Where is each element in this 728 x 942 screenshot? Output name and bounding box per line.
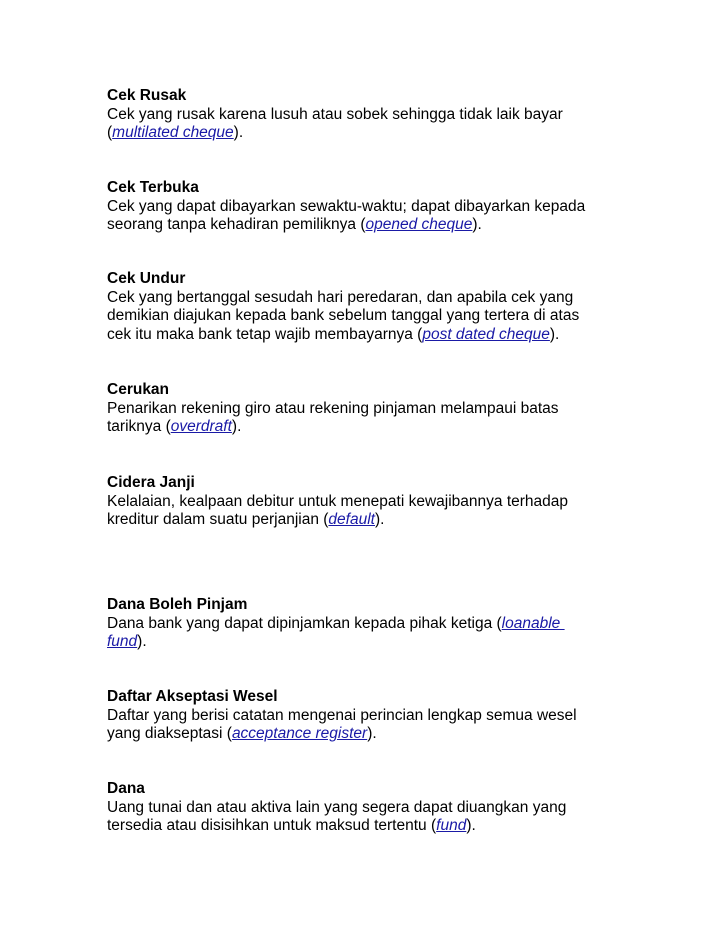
english-term-link[interactable]: overdraft — [170, 418, 232, 436]
definition-text: ). — [233, 124, 244, 142]
definition-line — [107, 124, 707, 143]
glossary-entry — [107, 688, 707, 744]
entry-definition — [107, 400, 707, 437]
entry-definition — [107, 106, 707, 143]
english-term-link[interactable]: fund — [107, 633, 138, 651]
entry-term: Cek Terbuka — [107, 179, 199, 196]
definition-text: yang diakseptasi ( — [107, 725, 232, 743]
definition-line — [107, 400, 707, 419]
definition-text: tersedia atau disisihkan untuk maksud tertentu ( — [107, 817, 437, 835]
definition-text: tariknya ( — [107, 418, 171, 436]
definition-line — [107, 216, 707, 235]
english-term-link[interactable]: opened cheque — [365, 216, 473, 234]
definition-text: Dana bank yang dapat dipinjamkan kepada pihak ketiga ( — [107, 614, 502, 632]
entry-definition — [107, 198, 707, 235]
entry-term: Dana Boleh Pinjam — [107, 596, 248, 613]
english-term-link[interactable]: fund — [436, 817, 467, 835]
definition-text: ). — [231, 418, 242, 436]
english-term-link[interactable]: multilated cheque — [112, 124, 234, 142]
definition-text: Kelalaian, kealpaan debitur untuk menepati kewajibannya terhadap — [107, 492, 569, 510]
definition-line — [107, 289, 707, 308]
definition-text: Penarikan rekening giro atau rekening pinjaman melampaui batas — [107, 399, 559, 417]
definition-line — [107, 615, 707, 634]
definition-line — [107, 198, 707, 217]
definition-line — [107, 307, 707, 326]
definition-line — [107, 493, 707, 512]
definition-text: ). — [137, 633, 147, 651]
entry-term: Cidera Janji — [107, 474, 195, 491]
definition-text: demikian diajukan kepada bank sebelum tanggal yang tertera di atas — [107, 307, 580, 325]
entry-term: Cek Undur — [107, 270, 186, 287]
entry-term: Cerukan — [107, 381, 170, 398]
definition-line — [107, 633, 707, 652]
definition-line — [107, 418, 707, 437]
definition-text: kreditur dalam suatu perjanjian ( — [107, 511, 329, 529]
entry-definition — [107, 493, 707, 530]
glossary-entry — [107, 270, 707, 344]
entry-definition — [107, 799, 707, 836]
definition-line — [107, 326, 707, 345]
definition-line — [107, 106, 707, 125]
definition-text: Cek yang bertanggal sesudah hari peredaran, dan apabila cek yang — [107, 288, 574, 306]
definition-line — [107, 725, 707, 744]
entry-term: Cek Rusak — [107, 87, 187, 104]
glossary-entry — [107, 780, 707, 836]
english-term-link[interactable]: acceptance register — [231, 725, 368, 743]
definition-text: ). — [466, 817, 476, 835]
definition-line — [107, 707, 707, 726]
definition-text: Uang tunai dan atau aktiva lain yang segera dapat diuangkan yang — [107, 798, 567, 816]
definition-text: ( — [107, 124, 113, 142]
definition-line — [107, 817, 707, 836]
entry-term: Dana — [107, 780, 145, 797]
definition-text: ). — [472, 216, 482, 234]
definition-text: Cek yang dapat dibayarkan sewaktu-waktu; dapat dibayarkan kepada — [107, 197, 586, 215]
definition-line — [107, 799, 707, 818]
glossary-entry — [107, 474, 707, 530]
english-term-link[interactable]: loanable — [501, 614, 565, 632]
definition-text: ). — [367, 725, 377, 743]
definition-text: Cek yang rusak karena lusuh atau sobek sehingga tidak laik bayar — [107, 105, 563, 123]
glossary-entry — [107, 596, 707, 652]
glossary-entry — [107, 179, 707, 235]
definition-text: seorang tanpa kehadiran pemiliknya ( — [107, 216, 366, 234]
entry-definition — [107, 707, 707, 744]
definition-text: Daftar yang berisi catatan mengenai perincian lengkap semua wesel — [107, 706, 577, 724]
definition-text: ). — [549, 325, 560, 343]
glossary-entry — [107, 87, 707, 143]
definition-text: ). — [374, 511, 385, 529]
glossary-entry — [107, 381, 707, 437]
entry-definition — [107, 289, 707, 345]
english-term-link[interactable]: post dated cheque — [422, 325, 550, 343]
entry-term: Daftar Akseptasi Wesel — [107, 688, 278, 705]
english-term-link[interactable]: default — [328, 511, 375, 529]
definition-line — [107, 511, 707, 530]
entry-definition — [107, 615, 707, 652]
definition-text: cek itu maka bank tetap wajib membayarnya ( — [107, 325, 423, 343]
